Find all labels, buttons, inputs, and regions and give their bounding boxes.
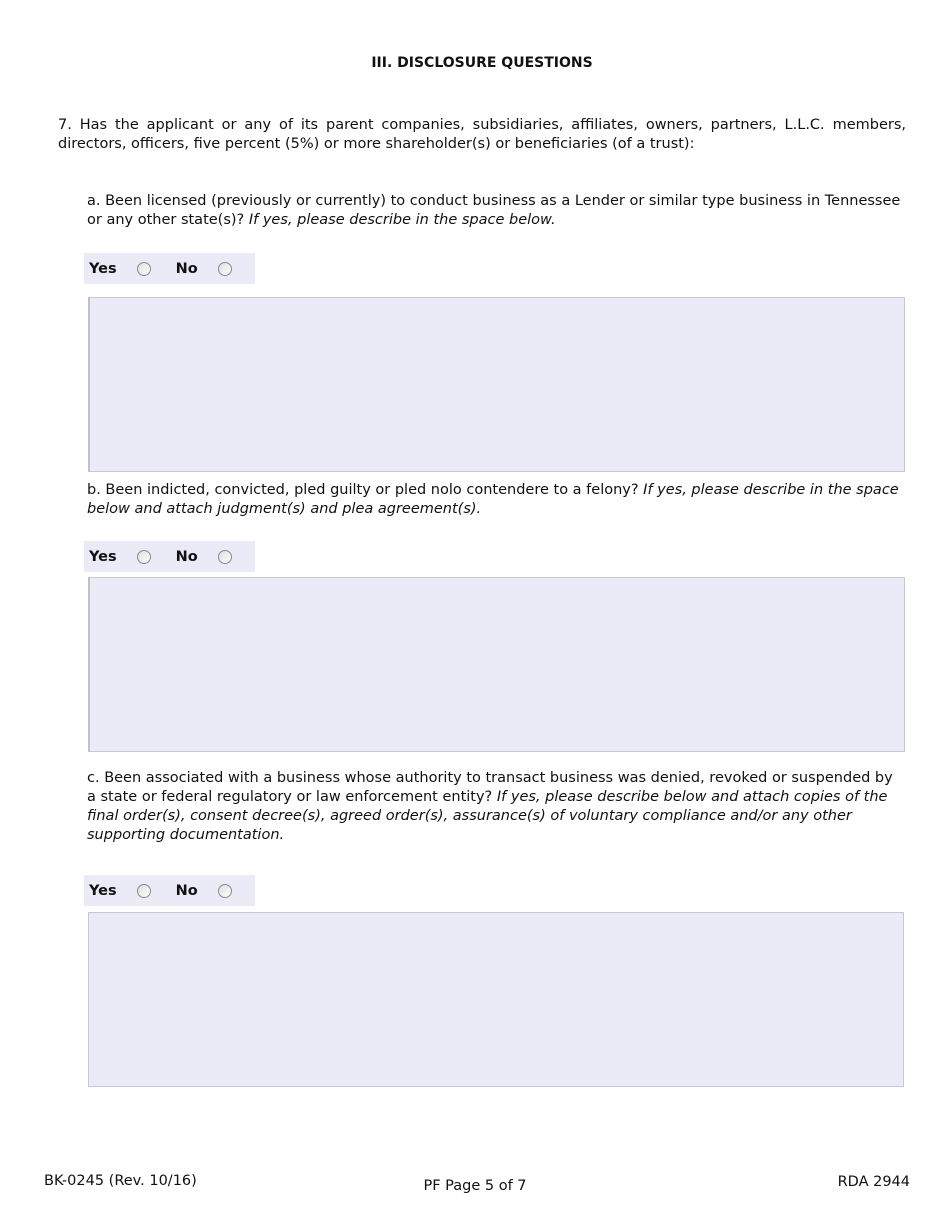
question-a-yes-radio[interactable] <box>137 262 151 276</box>
page-number: PF Page 5 of 7 <box>423 1178 527 1194</box>
form-number: BK-0245 (Rev. 10/16) <box>44 1173 197 1189</box>
question-c <box>87 769 902 845</box>
question-c-no-radio[interactable] <box>218 884 232 898</box>
no-label: No <box>175 260 198 277</box>
section-title: III. DISCLOSURE QUESTIONS <box>371 55 593 71</box>
question-a-instruction: If yes, please describe in the space below. <box>248 212 556 228</box>
question-b <box>87 481 902 519</box>
question-b-yes-no <box>84 541 255 572</box>
question-c-text: c. Been associated with a business whose authority to transact business was denied, revoked or suspended by a state or federal regulatory or law enforcement entity? <box>87 770 893 805</box>
question-a-no-radio[interactable] <box>218 262 232 276</box>
no-label: No <box>175 882 198 899</box>
yes-label: Yes <box>89 882 117 899</box>
question-a-description-field[interactable] <box>88 297 905 472</box>
no-label: No <box>175 548 198 565</box>
question-c-yes-radio[interactable] <box>137 884 151 898</box>
yes-label: Yes <box>89 548 117 565</box>
question-b-description-field[interactable] <box>88 577 905 752</box>
question-b-text: b. Been indicted, convicted, pled guilty or pled nolo contendere to a felony? <box>87 482 644 498</box>
question-a-text: a. Been licensed (previously or currently) to conduct business as a Lender or similar type business in Tennessee or any other state(s)? <box>87 193 901 228</box>
question-7: 7. Has the applicant or any of its parent companies, subsidiaries, affiliates, owners, partners, L.L.C. members, directors, officers, five percent (5%) or more shareholder(s) or beneficiaries (of a trust): <box>58 117 906 152</box>
question-a-yes-no <box>84 253 255 284</box>
question-c-yes-no <box>84 875 255 906</box>
question-a <box>87 192 902 230</box>
question-c-description-field[interactable] <box>88 912 904 1087</box>
question-c-instruction: If yes, please describe below and attach copies of the final order(s), consent decree(s), agreed order(s), assurance(s) of voluntary compliance and/or any other supporting documentation. <box>87 789 888 843</box>
question-b-instruction: If yes, please describe in the space below and attach judgment(s) and plea agreement(s). <box>87 482 899 517</box>
question-b-no-radio[interactable] <box>218 550 232 564</box>
question-b-yes-radio[interactable] <box>137 550 151 564</box>
yes-label: Yes <box>89 260 117 277</box>
rda-number: RDA 2944 <box>837 1174 910 1190</box>
